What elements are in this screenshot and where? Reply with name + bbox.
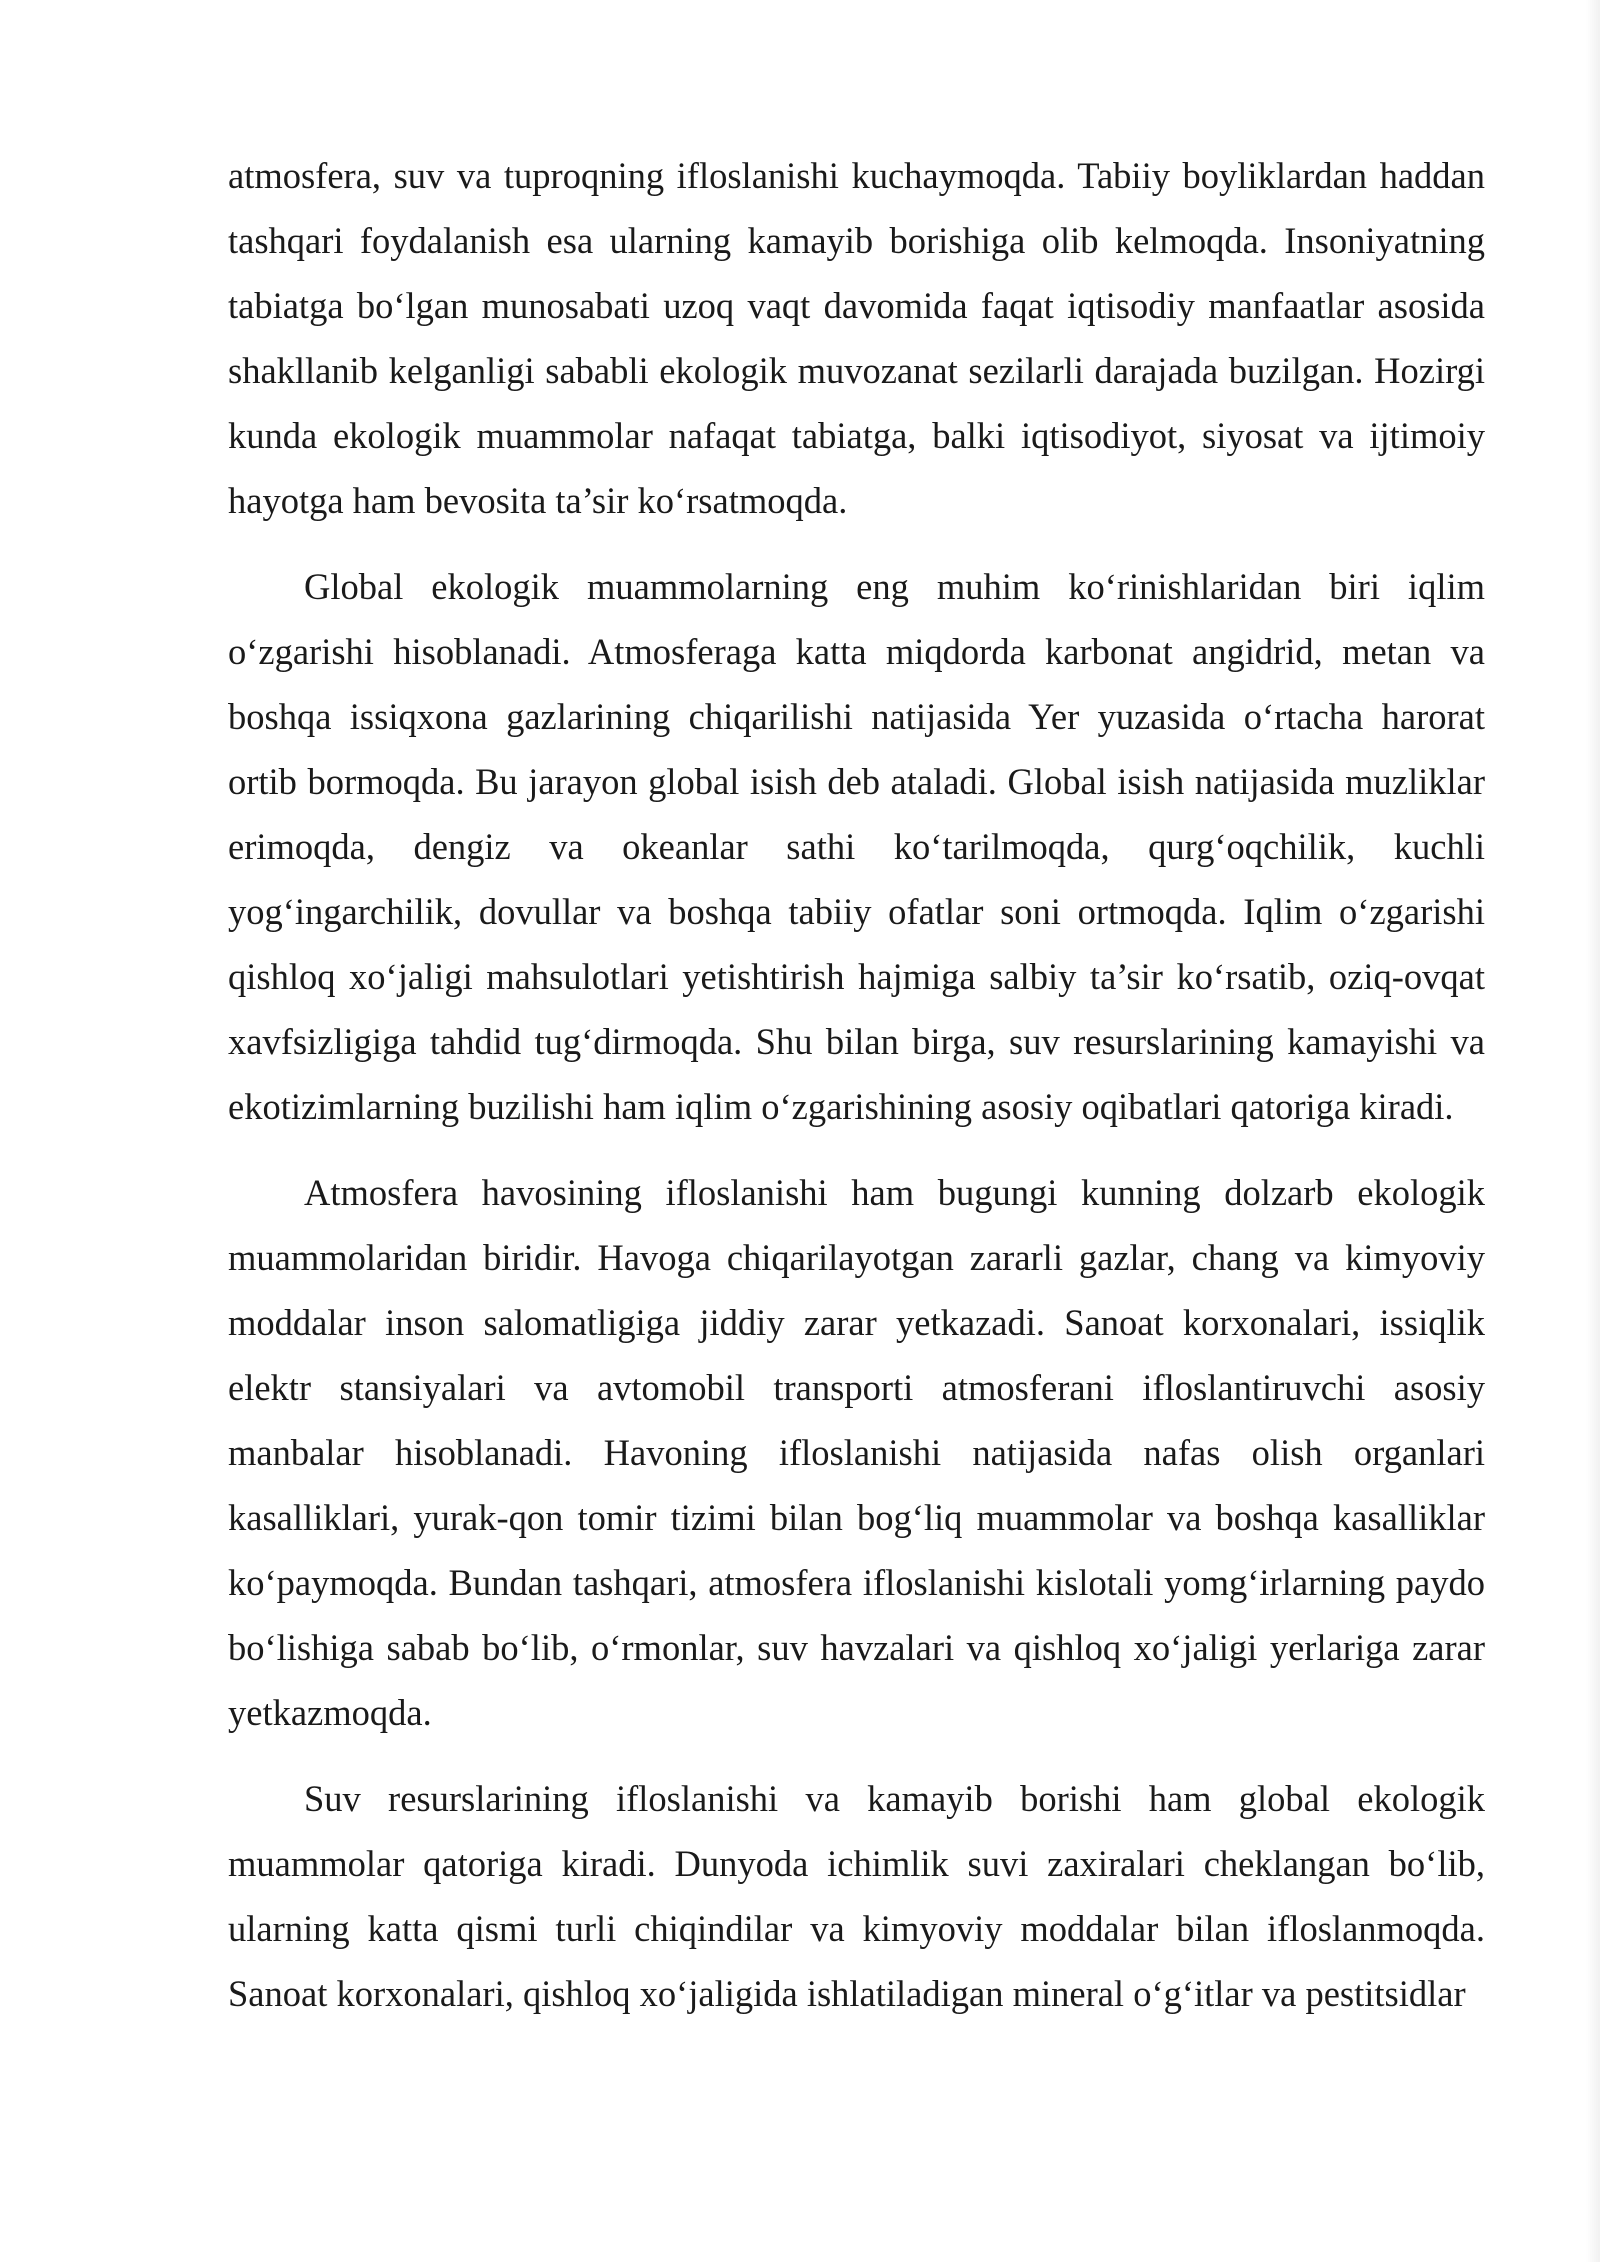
paragraph: atmosfera, suv va tuproqning ifloslanishi kuchaymoqda. Tabiiy boyliklardan haddan tashqari foydalanish esa ularning kamayib borishiga olib kelmoqda. Insoniyatning tabiatga bo‘lgan munosabati uzoq vaqt davomida faqat iqtisodiy manfaatlar asosida shakllanib kelganligi sababli ekologik muvozanat sezilarli darajada buzilgan. Hozirgi kunda ekologik muammolar nafaqat tabiatga, balki iqtisodiyot, siyosat va ijtimoiy hayotga ham bevosita ta’sir ko‘rsatmoqda. [228, 155, 1485, 521]
paragraph: Global ekologik muammolarning eng muhim ko‘rinishlaridan biri iqlim o‘zgarishi hisoblanadi. Atmosferaga katta miqdorda karbonat angidrid, metan va boshqa issiqxona gazlarining chiqarilishi natijasida Yer yuzasida o‘rtacha harorat ortib bormoqda. Bu jarayon global isish deb ataladi. Global isish natijasida muzliklar erimoqda, dengiz va okeanlar sathi ko‘tarilmoqda, qurg‘oqchilik, kuchli yog‘ingarchilik, dovullar va boshqa tabiiy ofatlar soni ortmoqda. Iqlim o‘zgarishi qishloq xo‘jaligi mahsulotlari yetishtirish hajmiga salbiy ta’sir ko‘rsatib, oziq-ovqat xavfsizligiga tahdid tug‘dirmoqda. Shu bilan birga, suv resurslarining kamayishi va ekotizimlarning buzilishi ham iqlim o‘zgarishining asosiy oqibatlari qatoriga kiradi. [228, 566, 1485, 1127]
page-edge-shadow [1586, 0, 1600, 2262]
paragraph: Suv resurslarining ifloslanishi va kamayib borishi ham global ekologik muammolar qatoriga kiradi. Dunyoda ichimlik suvi zaxiralari cheklangan bo‘lib, ularning katta qismi turli chiqindilar va kimyoviy moddalar bilan ifloslanmoqda. Sanoat korxonalari, qishloq xo‘jaligida ishlatiladigan mineral o‘g‘itlar va pestitsidlar [228, 1778, 1485, 2014]
document-body [228, 143, 1485, 2047]
paragraph: Atmosfera havosining ifloslanishi ham bugungi kunning dolzarb ekologik muammolaridan biridir. Havoga chiqarilayotgan zararli gazlar, chang va kimyoviy moddalar inson salomatligiga jiddiy zarar yetkazadi. Sanoat korxonalari, issiqlik elektr stansiyalari va avtomobil transporti atmosferani ifloslantiruvchi asosiy manbalar hisoblanadi. Havoning ifloslanishi natijasida nafas olish organlari kasalliklari, yurak-qon tomir tizimi bilan bog‘liq muammolar va boshqa kasalliklar ko‘paymoqda. Bundan tashqari, atmosfera ifloslanishi kislotali yomg‘irlarning paydo bo‘lishiga sabab bo‘lib, o‘rmonlar, suv havzalari va qishloq xo‘jaligi yerlariga zarar yetkazmoqda. [228, 1172, 1485, 1733]
